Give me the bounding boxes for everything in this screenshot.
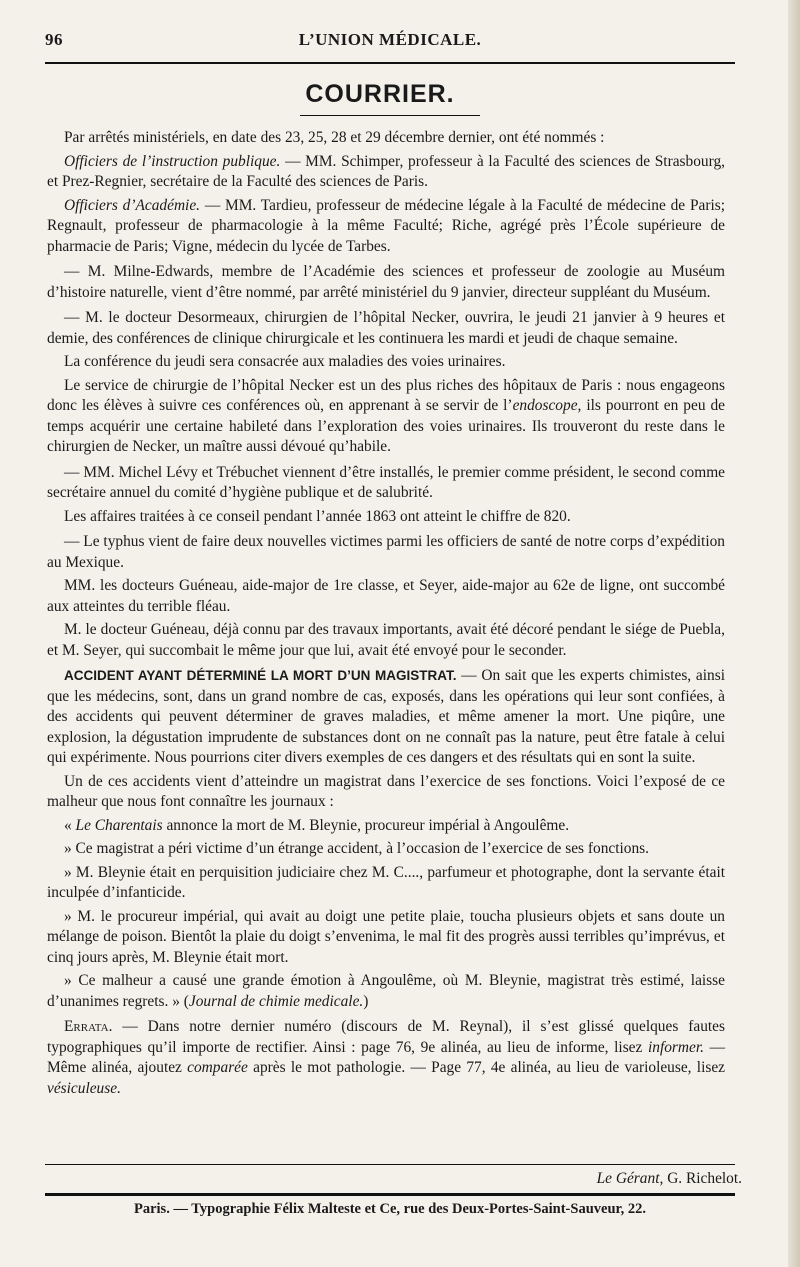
page-header xyxy=(45,30,735,54)
printer-imprint: Paris. — Typographie Félix Malteste et Ce, rue des Deux-Portes-Saint-Sauveur, 22. xyxy=(133,1201,646,1217)
signature-label: Le Gérant, xyxy=(596,1170,664,1187)
running-title: L’UNION MÉDICALE. xyxy=(298,30,482,49)
paragraph: » Ce magistrat a péri victime d’un étrange accident, à l’occasion de l’exercice de ses fonctions. xyxy=(64,840,650,857)
paragraph: » Ce malheur a causé une grande émotion à Angoulême, où M. Bleynie, magistrat très estimé, laisse d’unanimes regrets. » (Journal de chimie medicale.) xyxy=(47,972,725,1010)
paragraph: — M. le docteur Desormeaux, chirurgien de l’hôpital Necker, ouvrira, le jeudi 21 janvier à 9 heures et demie, des conférences de clinique chirurgicale et les continuera les mardi et jeudi de chaque semaine. xyxy=(47,309,725,347)
paragraph: MM. les docteurs Guéneau, aide-major de 1re classe, et Seyer, aide-major au 62e de ligne, ont succombé aux atteintes du terrible fléau. xyxy=(47,577,725,615)
signature xyxy=(597,1170,742,1188)
paragraph: — MM. Michel Lévy et Trébuchet viennent d’être installés, le premier comme président, le second comme secrétaire annuel du comité d’hygiène publique et de salubrité. xyxy=(47,463,725,501)
paragraph: Par arrêtés ministériels, en date des 23, 25, 28 et 29 décembre dernier, ont été nommés : xyxy=(64,129,605,146)
page-edge xyxy=(788,0,800,1267)
header-rule xyxy=(45,62,735,64)
signature-name: G. Richelot. xyxy=(667,1170,742,1187)
footer-rule xyxy=(45,1164,735,1165)
title-rule xyxy=(300,115,480,116)
paragraph: » M. le procureur impérial, qui avait au doigt une petite plaie, toucha plusieurs objets et sans doute un mélange de poison. Bientôt la plaie du doigt s’envenima, le mal fit des progrès aussi terribles qu’imprévus, et cinq jours après, M. Bleynie était mort. xyxy=(47,907,725,966)
paragraph: Un de ces accidents vient d’atteindre un magistrat dans l’exercice de ses fonctions. Voici l’exposé de ce malheur que nous font connaître les journaux : xyxy=(47,772,725,810)
paragraph: La conférence du jeudi sera consacrée aux maladies des voies urinaires. xyxy=(64,353,506,370)
paragraph: » M. Bleynie était en perquisition judiciaire chez M. C...., parfumeur et photographe, dont la servante était inculpée d’infanticide. xyxy=(47,863,725,901)
paragraph: Officiers de l’instruction publique. — MM. Schimper, professeur à la Faculté des sciences de Strasbourg, et Prez-Regnier, secrétaire de la Faculté des sciences de Paris. xyxy=(47,152,725,190)
paragraph: — M. Milne-Edwards, membre de l’Académie des sciences et professeur de zoologie au Muséum d’histoire naturelle, vient d’être nommé, par arrêté ministériel du 9 janvier, directeur suppléant du Muséum. xyxy=(47,263,725,301)
section-title: COURRIER. xyxy=(305,80,455,108)
paragraph: Le service de chirurgie de l’hôpital Necker est un des plus riches des hôpitaux de Paris : nous engageons donc les élèves à suivre ces conférences où, en apprenant à se servir de l’endoscope, ils pourront en peu de temps acquérir une certaine habileté dans l’exploration des voies urinaires. Ils trouveront du reste dans le chirurgien de Necker, un maître aussi dévoué qu’habile. xyxy=(47,376,725,455)
paragraph: « Le Charentais annonce la mort de M. Bleynie, procureur impérial à Angoulême. xyxy=(64,816,570,834)
paragraph: Errata. — Dans notre dernier numéro (discours de M. Reynal), il s’est glissé quelques fautes typographiques qu’il importe de rectifier. Ainsi : page 76, 9e alinéa, au lieu de informe, lisez informer. — Même alinéa, ajoutez comparée après le mot pathologie. — Page 77, 4e alinéa, au lieu de varioleuse, lisez vésiculeuse. xyxy=(47,1018,726,1097)
paragraph: ACCIDENT AYANT DÉTERMINÉ LA MORT D’UN MAGISTRAT. — On sait que les experts chimistes, ainsi que les médecins, sont, dans un grand nombre de cas, exposés, dans les opérations qui leur sont confiées, à des accidents qui peuvent déterminer de graves maladies, et même amener la mort. Une piqûre, une explosion, la dégustation imprudente de substances dont on ne connaît pas la nature, peut être fatale à celui qui expérimente. Nous pourrions citer divers exemples de ces dangers et des résultats qui en sont la suite. xyxy=(47,667,725,766)
imprint-rule xyxy=(45,1193,735,1196)
paragraph: Les affaires traitées à ce conseil pendant l’année 1863 ont atteint le chiffre de 820. xyxy=(64,507,571,525)
article-body xyxy=(47,128,725,1099)
paragraph: — Le typhus vient de faire deux nouvelles victimes parmi les officiers de santé de notre corps d’expédition au Mexique. xyxy=(47,533,725,571)
page-number: 96 xyxy=(45,30,63,49)
paragraph: Officiers d’Académie. — MM. Tardieu, professeur de médecine légale à la Faculté de médecine de Paris; Regnault, professeur de pharmacologie à la même Faculté; Riche, agrégé près l’École supérieure de pharmacie de Paris; Vigne, médecin du lycée de Tarbes. xyxy=(47,196,726,255)
paragraph: M. le docteur Guéneau, déjà connu par des travaux importants, avait été décoré pendant le siége de Puebla, et M. Seyer, qui succombait le même jour que lui, avait été envoyé pour le seconder. xyxy=(47,621,725,659)
